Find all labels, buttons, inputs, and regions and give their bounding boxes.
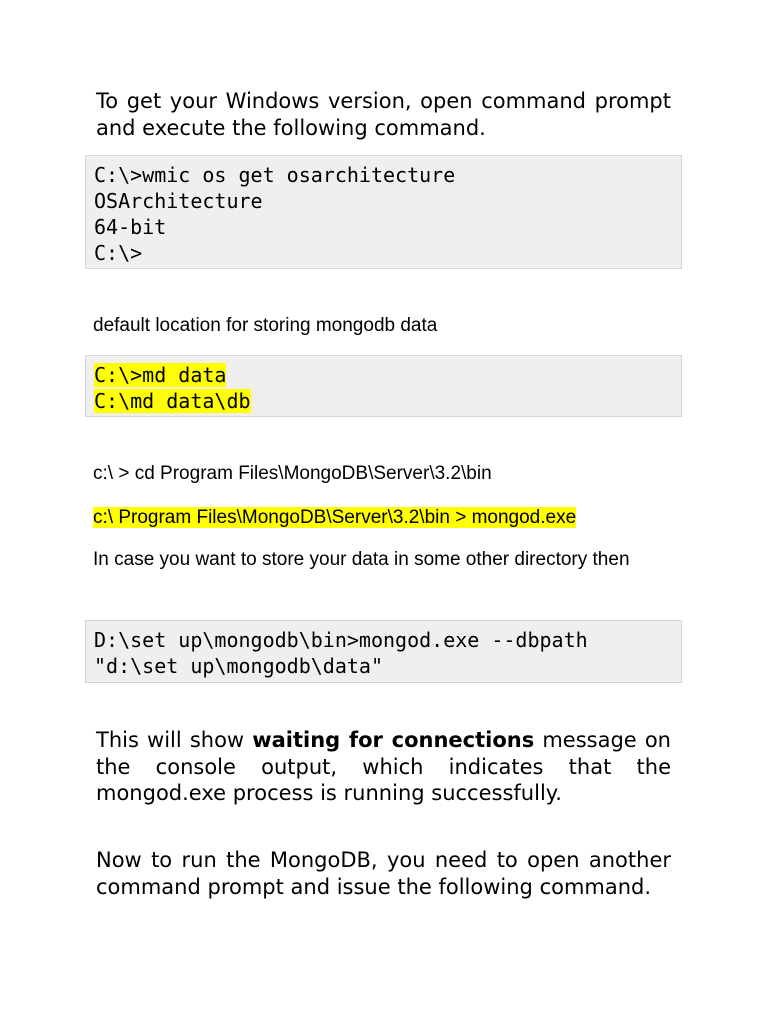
note-mongod-exe — [93, 503, 683, 533]
run-paragraph: Now to run the MongoDB, you need to open another command prompt and issue the following command. — [96, 848, 671, 899]
waiting-bold-text: waiting for connections — [252, 728, 535, 752]
code-line-highlighted — [94, 388, 673, 414]
note-other-directory: In case you want to store your data in some other directory then — [93, 549, 630, 570]
note-cd-command: c:\ > cd Program Files\MongoDB\Server\3.2\bin — [93, 463, 492, 484]
highlight: C:\md data\db — [94, 389, 251, 413]
intro-paragraph: To get your Windows version, open command prompt and execute the following command. — [96, 89, 671, 140]
waiting-suffix: message on the console output, which indicates that the mongod.exe process is running successfully. — [96, 728, 671, 805]
code-block-dbpath — [85, 620, 682, 683]
waiting-paragraph — [96, 727, 671, 807]
code-line: D:\set up\mongodb\bin>mongod.exe --dbpath — [94, 628, 588, 652]
code-line: C:\> — [94, 241, 143, 265]
waiting-prefix: This will show — [96, 728, 253, 752]
code-block-windows-version — [85, 155, 682, 269]
highlight: c:\ Program Files\MongoDB\Server\3.2\bin > mongod.exe — [93, 507, 577, 528]
code-block-make-data-dir — [85, 355, 682, 417]
note-default-location: default location for storing mongodb data — [93, 315, 438, 336]
code-line-highlighted — [94, 362, 673, 388]
code-line: 64-bit — [94, 215, 167, 239]
code-line: OSArchitecture — [94, 189, 263, 213]
code-line: C:\>wmic os get osarchitecture — [94, 163, 456, 187]
highlight: C:\>md data — [94, 363, 227, 387]
code-line: "d:\set up\mongodb\data" — [94, 654, 383, 678]
